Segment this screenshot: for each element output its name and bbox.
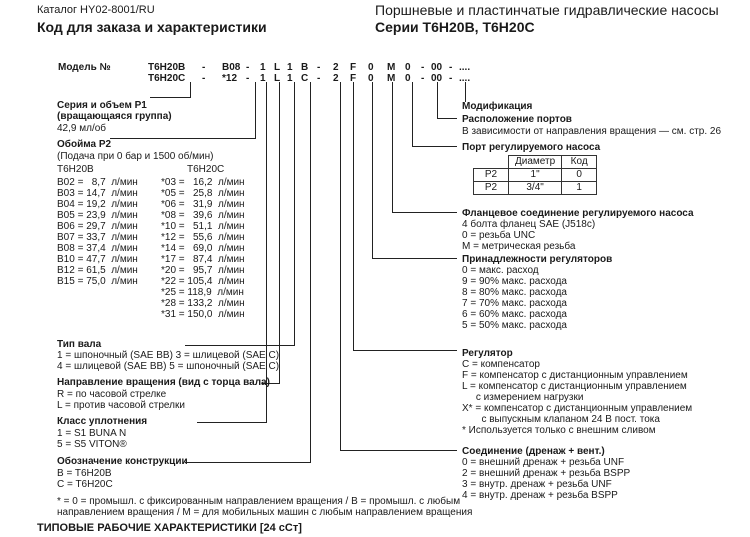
seal-line-2: 5 = S5 VITON® — [57, 439, 127, 450]
model-code-1-segment: 2 — [333, 62, 339, 73]
model-code-2-segment: L — [274, 73, 281, 84]
regulator-item: * Используется только с внешним сливом — [462, 425, 656, 436]
reg-acc-item: 9 = 90% макс. расхода — [462, 276, 567, 287]
p2-col2-head: T6H20C — [187, 164, 225, 175]
rotation-title: Направление вращения (вид с торца вала) — [57, 377, 270, 388]
p2-flow-item: *25 = 118,9 л/мин — [161, 287, 244, 298]
p2-flow-item: B08 = 37,4 л/мин — [57, 243, 138, 254]
p2-flow-item: B12 = 61,5 л/мин — [57, 265, 138, 276]
p2-flow-item: B03 = 14,7 л/мин — [57, 188, 138, 199]
model-code-1-segment: - — [317, 62, 321, 73]
p2-flow-item: *28 = 133,2 л/мин — [161, 298, 245, 309]
performance-heading: ТИПОВЫЕ РАБОЧИЕ ХАРАКТЕРИСТИКИ [24 сСт] — [37, 522, 302, 534]
regulator-item: с выпускным клапаном 24 В пост. тока — [462, 414, 660, 425]
p1-title: Серия и объем P1 — [57, 100, 147, 111]
p2-flow-item: B07 = 33,7 л/мин — [57, 232, 138, 243]
regulator-item: X* = компенсатор с дистанционным управлением — [462, 403, 693, 414]
model-code-1-segment: 00 — [431, 62, 443, 73]
model-code-2-segment: F — [350, 73, 357, 84]
reg-port-table — [473, 155, 597, 195]
model-code-2-segment: 2 — [333, 73, 339, 84]
model-code-2-segment: - — [449, 73, 453, 84]
shaft-line-1: 1 = шпоночный (SAE BB) 3 = шлицевой (SAE C) — [57, 350, 280, 361]
flange-line-3: M = метрическая резьба — [462, 241, 576, 252]
regulator-item: C = компенсатор — [462, 359, 540, 370]
p2-flow-item: B04 = 19,2 л/мин — [57, 199, 138, 210]
p1-value: 42,9 мл/об — [57, 123, 107, 134]
model-code-2-segment: - — [317, 73, 321, 84]
table-cell: P2 — [474, 169, 509, 182]
model-code-2-segment: 0 — [368, 73, 374, 84]
table-cell: 1" — [509, 169, 562, 182]
reg-acc-item: 0 = макс. расход — [462, 265, 539, 276]
design-line-2: C = T6H20C — [57, 479, 113, 490]
modification-title: Модификация — [462, 101, 533, 112]
p2-list-c — [161, 177, 245, 320]
p2-flow-item: *22 = 105,4 л/мин — [161, 276, 245, 287]
footnote-line-1: * = 0 = промышл. с фиксированным направлением вращения / B = промышл. с любым — [57, 496, 461, 507]
shaft-title: Тип вала — [57, 339, 102, 350]
model-code-1-segment: F — [350, 62, 357, 73]
model-code-1-segment: 1 — [287, 62, 293, 73]
p2-flow-item: *17 = 87,4 л/мин — [161, 254, 245, 265]
p2-flow-item: B05 = 23,9 л/мин — [57, 210, 138, 221]
table-cell: P2 — [474, 182, 509, 195]
p2-flow-item: *12 = 55,6 л/мин — [161, 232, 245, 243]
rotation-line-1: R = по часовой стрелке — [57, 389, 167, 400]
connection-title: Соединение (дренаж + вент.) — [462, 446, 605, 457]
table-row — [474, 169, 597, 182]
model-code-1-segment: 0 — [405, 62, 411, 73]
p2-flow-item: *14 = 69,0 л/мин — [161, 243, 245, 254]
connection-item: 3 = внутр. дренаж + резьба UNF — [462, 479, 612, 490]
model-code-1-segment: .... — [459, 62, 471, 73]
model-code-1-segment: 0 — [368, 62, 374, 73]
p2-flow-item: *20 = 95,7 л/мин — [161, 265, 245, 276]
reg-acc-item: 8 = 80% макс. расхода — [462, 287, 567, 298]
p2-flow-item: *06 = 31,9 л/мин — [161, 199, 245, 210]
series-subtitle: Серии T6H20B, T6H20C — [375, 19, 535, 35]
model-code-1-segment: 1 — [260, 62, 266, 73]
p2-flow-item: *05 = 25,8 л/мин — [161, 188, 245, 199]
reg-acc-item: 7 = 70% макс. расхода — [462, 298, 567, 309]
flange-title: Фланцевое соединение регулируемого насоса — [462, 208, 694, 219]
reg-acc-item: 6 = 60% макс. расхода — [462, 309, 567, 320]
connection-item: 0 = внешний дренаж + резьба UNF — [462, 457, 625, 468]
model-code-1-segment: - — [421, 62, 425, 73]
p2-list-b — [57, 177, 138, 287]
ports-line-1: В зависимости от направления вращения — см. стр. 26 — [462, 126, 722, 137]
regulator-list — [462, 359, 692, 436]
model-code-2-segment: 00 — [431, 73, 443, 84]
model-code-2-segment: - — [421, 73, 425, 84]
reg-acc-list — [462, 265, 567, 331]
model-code-2-segment: 0 — [405, 73, 411, 84]
p2-flow-item: B15 = 75,0 л/мин — [57, 276, 138, 287]
model-code-2-segment: - — [202, 73, 206, 84]
seal-line-1: 1 = S1 BUNA N — [57, 428, 127, 439]
model-code-2-segment: 1 — [260, 73, 266, 84]
model-code-2-segment: M — [387, 73, 396, 84]
shaft-line-2: 4 = шлицевой (SAE BB) 5 = шпоночный (SAE C) — [57, 361, 280, 372]
p1-subtitle: (вращающаяся группа) — [57, 111, 172, 122]
reg-acc-item: 5 = 50% макс. расхода — [462, 320, 567, 331]
model-code-2-segment: .... — [459, 73, 471, 84]
ports-title: Расположение портов — [462, 114, 572, 125]
model-code-1-segment: - — [202, 62, 206, 73]
seal-title: Класс уплотнения — [57, 416, 148, 427]
design-title: Обозначение конструкции — [57, 456, 188, 467]
regulator-item: L = компенсатор с дистанционным управлением — [462, 381, 687, 392]
model-code-2-segment: *12 — [222, 73, 238, 84]
design-line-1: B = T6H20B — [57, 468, 112, 479]
model-code-1-segment: M — [387, 62, 396, 73]
table-row — [474, 182, 597, 195]
flange-line-2: 0 = резьба UNC — [462, 230, 536, 241]
p2-flow-item: *08 = 39,6 л/мин — [161, 210, 245, 221]
p2-flow-item: *31 = 150,0 л/мин — [161, 309, 245, 320]
table-cell: Код — [562, 156, 597, 169]
p2-subtitle: (Подача при 0 бар и 1500 об/мин) — [57, 151, 214, 162]
p2-flow-item: B06 = 29,7 л/мин — [57, 221, 138, 232]
table-cell: Диаметр — [509, 156, 562, 169]
connection-item: 4 = внутр. дренаж + резьба BSPP — [462, 490, 618, 501]
model-code-1-segment: B — [301, 62, 309, 73]
p2-flow-item: *03 = 16,2 л/мин — [161, 177, 245, 188]
table-cell: 3/4" — [509, 182, 562, 195]
model-code-1-segment: - — [449, 62, 453, 73]
table-cell — [474, 156, 509, 169]
table-header-row — [474, 156, 597, 169]
footnote-line-2: направлением вращения / M = для мобильных машин с любым направлением вращения — [57, 507, 473, 518]
model-code-2-segment: C — [301, 73, 309, 84]
reg-port-title: Порт регулируемого насоса — [462, 142, 601, 153]
p2-col1-head: T6H20B — [57, 164, 94, 175]
rotation-line-2: L = против часовой стрелки — [57, 400, 185, 411]
series-title: Поршневые и пластинчатые гидравлические насосы — [375, 2, 719, 18]
regulator-title: Регулятор — [462, 348, 513, 359]
p2-flow-item: B02 = 8,7 л/мин — [57, 177, 138, 188]
model-label: Модель № — [58, 62, 111, 73]
model-code-2-segment: - — [246, 73, 250, 84]
model-code-2-segment: T6H20C — [148, 73, 186, 84]
connection-item: 2 = внешний дренаж + резьба BSPP — [462, 468, 631, 479]
table-cell: 0 — [562, 169, 597, 182]
model-code-2-segment: 1 — [287, 73, 293, 84]
table-cell: 1 — [562, 182, 597, 195]
reg-acc-title: Принадлежности регуляторов — [462, 254, 613, 265]
model-code-1-segment: T6H20B — [148, 62, 186, 73]
p2-flow-item: B10 = 47,7 л/мин — [57, 254, 138, 265]
page-title: Код для заказа и характеристики — [37, 19, 267, 35]
connection-list — [462, 457, 630, 501]
model-code-1-segment: L — [274, 62, 281, 73]
model-code-1-segment: B08 — [222, 62, 241, 73]
regulator-item: F = компенсатор с дистанционным управлением — [462, 370, 688, 381]
p2-title: Обойма P2 — [57, 139, 112, 150]
p2-flow-item: *10 = 51,1 л/мин — [161, 221, 245, 232]
catalog-number: Каталог HY02-8001/RU — [37, 4, 155, 16]
regulator-item: с измерением нагрузки — [462, 392, 584, 403]
model-code-1-segment: - — [246, 62, 250, 73]
flange-line-1: 4 болта фланец SAE (J518c) — [462, 219, 596, 230]
